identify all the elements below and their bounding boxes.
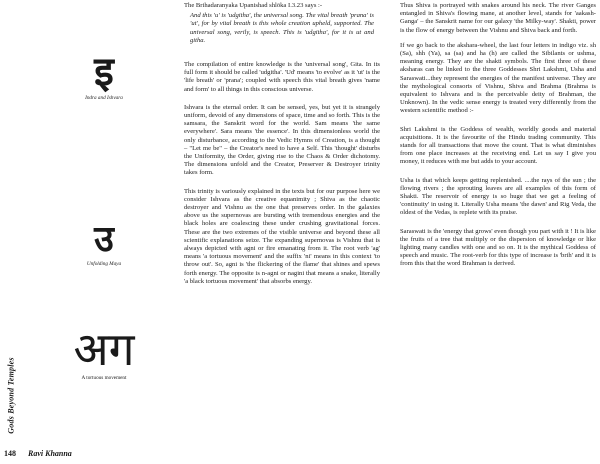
glyph-caption: Unfolding Maya	[86, 261, 122, 267]
paragraph: This trinity is variously explained in the texts but for our purpose here we consider Ishvara as the creative equanimity ; Shiva as the chaotic destroyer and Vishnu as the one that preserves order. In the galaxies above us the supernovas are bursting with tremendous energies and the black holes are coalescing these under crushing gravitational forces. These are the two extremes of the visible universe and beyond these all scientific explanations seize. The expanding supernovas is Vishnu that is always depicted with agni or fire emanating from it. The root verb 'ag' means 'a tortuous movement' and the suffix 'ni' means in this context 'to throw out'. So, agni is 'the flickering of the flame' that shines and spews forth energy. The opposite is n-agni or nagini that means a snake, literally 'a black tortuous movement' that absorbs energy.	[184, 187, 380, 285]
glyph-caption: A tortuous movement	[81, 375, 127, 381]
paragraph: Thus Shiva is portrayed with snakes around his neck. The river Ganges entangled in Shiva's flowing mane, at another level, stands for 'aakash-Ganga' – the Sanskrit name for our galaxy 'the Milky-way'. Shakti, power is the flow of energy between the Vishnu and Shiva back and forth.	[400, 2, 596, 34]
running-title-text: Gods Beyond Temples	[6, 356, 16, 434]
reference-line: The Brihadaranyaka Upanishad shlōka I.3.23 says :-	[184, 2, 323, 9]
paragraph: Usha is that which keeps getting replenished. ....the rays of the sun ; the flowing rivers ; the sprouting leaves are all examples of this form of Shakti. The reservoir of energy is so huge that we get a feeling of 'continuity' in using it. Literally Usha means 'the dawn' and Rig Veda, the oldest of the Vedas, is replete with its praise.	[400, 176, 596, 217]
quote-block: And this 'u' is 'udgitha', the universal song. The vital breath 'prana' is 'ut', for by vital breath is this whole creation upheld, supported. The universal song, verily, is speech. This is 'udgitha', for it is ut and githa.	[190, 12, 374, 44]
glyph-caption: Indra and Ishvara	[85, 95, 123, 101]
paragraph: Shri Lakshmi is the Goddess of wealth, worldly goods and material acquisitions. It is the favourite of the Hindu trading community. This stands for all transactions that move the count. That is what diminishes from one place increases at the receiving end. Let us say I give you money, it reduces with me but adds to your account.	[400, 125, 596, 166]
middle-column	[184, 2, 380, 293]
paragraph: The compilation of entire knowledge is the 'universal song', Gita. In its full form it should be called 'udgitha'. 'Ud' means 'to evolve' as it 'ut' is the 'life breath' or 'prana'; coupled with speech this vital breath gives 'name and form' to all things in this conscious universe.	[184, 61, 380, 93]
paragraph: Saraswati is the 'energy that grows' even though you part with it ! It is like the fruits of a tree that multiply or the dispersion of knowledge or like lighting many candles with one and so on. It is the mythical Goddess of speech and music. The root-verb for this type of increase is 'brih' and it is from this that the word Brahman is derived.	[400, 227, 596, 268]
page-number: 148	[4, 449, 16, 458]
devanagari-i-glyph: इ	[94, 49, 114, 95]
glyph-ag	[34, 322, 174, 381]
author-name: Ravi Khanna	[28, 449, 72, 458]
running-title	[4, 340, 18, 450]
paragraph: If we go back to the akshara-wheel, the last four letters in indigo viz. sh (Sa), shh (Ya), sa (sa) and ha (h) are called the Sibilants or ushma, meaning energy. They are the shakti symbols. The first three of these aksharas can be linked to the three Goddesses Shri Lakshmi, Usha and Saraswati...they represent the energies of the manifest universe. They are the mythological consorts of Vishnu, Shiva and Brahma (Brahma is equivalent to Ishvara and is the perceivable deity of Brahman, the Unknown). In the vedic sense energy is treated very differently from the western scientific method :-	[400, 41, 596, 115]
devanagari-ag-glyph: अग	[73, 322, 135, 376]
devanagari-u-glyph: उ	[94, 219, 114, 260]
right-column	[400, 2, 596, 276]
page-footer	[4, 449, 72, 458]
glyph-u	[44, 219, 164, 267]
glyph-i	[44, 49, 164, 101]
paragraph: Ishvara is the eternal order. It can be sensed, yes, but yet it is strangely uniform, devoid of any dimensions of space, time and so forth. This is the samsara, the Sanskrit word for the world. Sam means 'the same everywhere'. Sara means 'the essence'. In this dimensionless world the only disturbance, according to the Vedic Hymns of Creation, is a thought – "Let me be" – the Creator's need to have a Self. This 'thought' disturbs the Uniformity, the Order, giving rise to the Chaos & Order dichotomy. The dimensions unfold and the Creator, Preserver & Destroyer trinity takes form.	[184, 103, 380, 177]
